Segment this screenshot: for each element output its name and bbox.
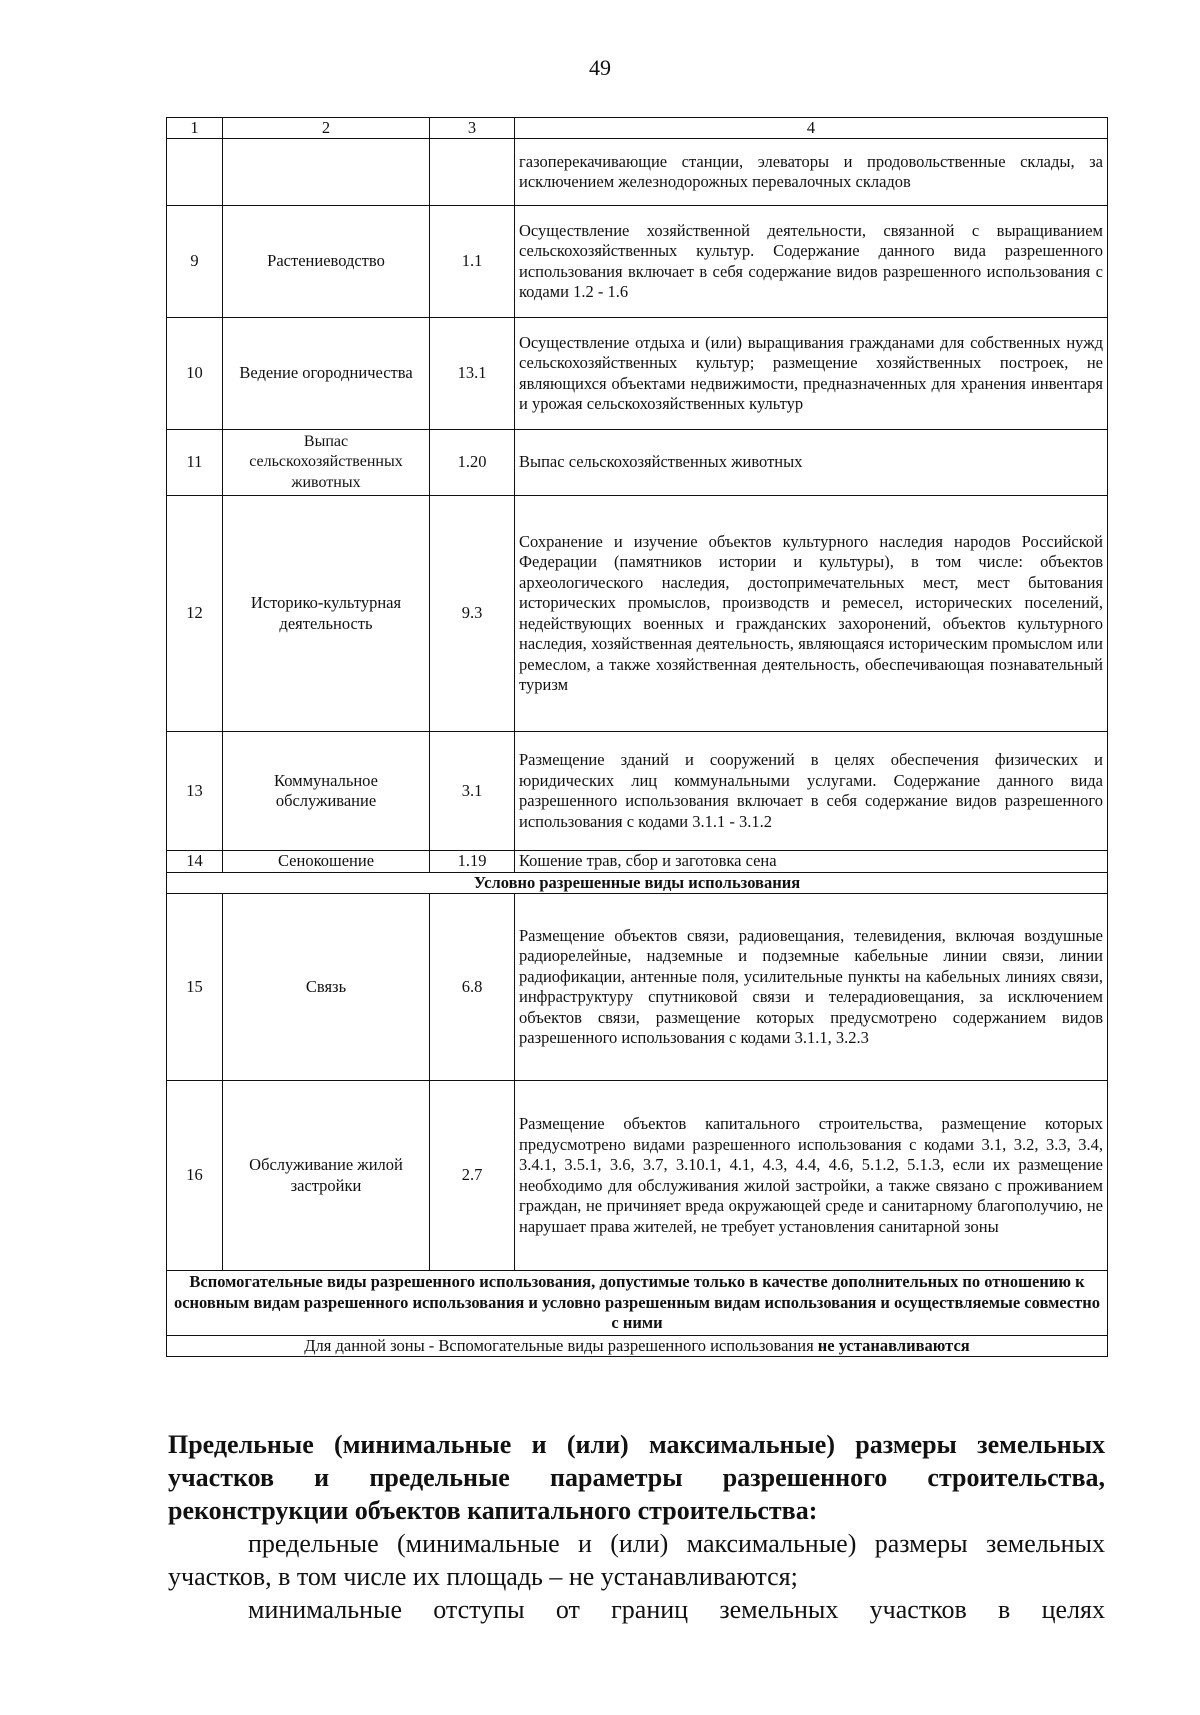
use-name: Растениеводство — [223, 206, 430, 318]
use-code: 13.1 — [430, 318, 515, 430]
note-emphasis: не устанавливаются — [817, 1336, 970, 1355]
auxiliary-note — [167, 1336, 1108, 1357]
use-name: Обслуживание жилой застройки — [223, 1081, 430, 1271]
header-col-2: 2 — [223, 118, 430, 139]
table-row — [167, 496, 1108, 732]
use-code: 1.1 — [430, 206, 515, 318]
use-code: 9.3 — [430, 496, 515, 732]
table-row — [167, 206, 1108, 318]
note-row — [167, 1336, 1108, 1357]
table-row — [167, 732, 1108, 851]
use-code: 1.20 — [430, 430, 515, 496]
land-use-table — [166, 117, 1108, 1357]
row-number: 12 — [167, 496, 223, 732]
section-row-conditional — [167, 872, 1108, 894]
use-name: Связь — [223, 894, 430, 1081]
use-name — [223, 139, 430, 206]
table-row — [167, 139, 1108, 206]
parameters-heading: Предельные (минимальные и (или) максимальные) размеры земельных участков и предельные параметры разрешенного строительства, реконструкции объектов капитального строительства: — [168, 1430, 1105, 1525]
parameters-section — [168, 1428, 1105, 1626]
use-description: Размещение объектов связи, радиовещания, телевидения, включая воздушные радиорелейные, надземные и подземные кабельные линии связи, линии радиофикации, антенные поля, усилительные пункты на кабельных линиях связи, инфраструктуру спутниковой связи и телерадиовещания, за исключением объектов связи, размещение которых предусмотрено содержанием видов разрешенного использования с кодами 3.1.1, 3.2.3 — [515, 894, 1108, 1081]
table-header-row — [167, 118, 1108, 139]
row-number: 14 — [167, 851, 223, 873]
use-description: Кошение трав, сбор и заготовка сена — [515, 851, 1108, 873]
use-description: Осуществление отдыха и (или) выращивания гражданами для собственных нужд сельскохозяйственных культур; размещение хозяйственных построек, не являющихся объектами недвижимости, предназначенных для хранения инвентаря и урожая сельскохозяйственных культур — [515, 318, 1108, 430]
use-code: 6.8 — [430, 894, 515, 1081]
use-description: Выпас сельскохозяйственных животных — [515, 430, 1108, 496]
header-col-1: 1 — [167, 118, 223, 139]
header-col-4: 4 — [515, 118, 1108, 139]
use-name: Историко-культурная деятельность — [223, 496, 430, 732]
page-number: 49 — [589, 55, 611, 80]
use-description: Размещение объектов капитального строительства, размещение которых предусмотрено видами разрешенного использования с кодами 3.1, 3.2, 3.3, 3.4, 3.4.1, 3.5.1, 3.6, 3.7, 3.10.1, 4.1, 4.3, 4.4, 4.6, 5.1.2, 5.1.3, если их размещение необходимо для обслуживания жилой застройки, а также связано с проживанием граждан, не причиняет вреда окружающей среде и санитарному благополучию, не нарушает права жителей, не требует установления санитарной зоны — [515, 1081, 1108, 1271]
note-text: Для данной зоны - Вспомогательные виды разрешенного использования — [304, 1336, 818, 1355]
paragraph-setbacks: минимальные отступы от границ земельных участков в целях — [248, 1595, 1105, 1624]
row-number: 11 — [167, 430, 223, 496]
paragraph-plot-sizes: предельные (минимальные и (или) максимальные) размеры земельных участков, в том числе их площадь – не устанавливаются; — [168, 1529, 1105, 1591]
row-number: 15 — [167, 894, 223, 1081]
row-number: 10 — [167, 318, 223, 430]
table-row — [167, 1081, 1108, 1271]
use-code — [430, 139, 515, 206]
row-number — [167, 139, 223, 206]
use-description: Размещение зданий и сооружений в целях обеспечения физических и юридических лиц коммунальными услугами. Содержание данного вида разрешенного использования включает в себя содержание видов разрешенного использования с кодами 3.1.1 - 3.1.2 — [515, 732, 1108, 851]
header-col-3: 3 — [430, 118, 515, 139]
table-row — [167, 851, 1108, 873]
section-title-conditional: Условно разрешенные виды использования — [167, 872, 1108, 894]
use-name: Сенокошение — [223, 851, 430, 873]
row-number: 9 — [167, 206, 223, 318]
row-number: 13 — [167, 732, 223, 851]
use-code: 1.19 — [430, 851, 515, 873]
use-name: Коммунальное обслуживание — [223, 732, 430, 851]
row-number: 16 — [167, 1081, 223, 1271]
table-row — [167, 430, 1108, 496]
table-row — [167, 894, 1108, 1081]
use-code: 3.1 — [430, 732, 515, 851]
use-description: Осуществление хозяйственной деятельности, связанной с выращиванием сельскохозяйственных культур. Содержание данного вида разрешенного использования включает в себя содержание видов разрешенного использования с кодами 1.2 - 1.6 — [515, 206, 1108, 318]
use-description: Сохранение и изучение объектов культурного наследия народов Российской Федерации (памятников истории и культуры), в том числе: объектов археологического наследия, достопримечательных мест, мест бытования исторических промыслов, производств и ремесел, исторических поселений, недействующих военных и гражданских захоронений, объектов культурного наследия, хозяйственная деятельность, являющаяся историческим промыслом или ремеслом, а также хозяйственная деятельность, обеспечивающая познавательный туризм — [515, 496, 1108, 732]
use-description: газоперекачивающие станции, элеваторы и продовольственные склады, за исключением железнодорожных перевалочных складов — [515, 139, 1108, 206]
use-name: Ведение огородничества — [223, 318, 430, 430]
section-row-auxiliary — [167, 1271, 1108, 1336]
section-title-auxiliary: Вспомогательные виды разрешенного использования, допустимые только в качестве дополнительных по отношению к основным видам разрешенного использования и условно разрешенным видам использования и осуществляемые совместно с ними — [167, 1271, 1108, 1336]
use-name: Выпас сельскохозяйственных животных — [223, 430, 430, 496]
table-row — [167, 318, 1108, 430]
use-code: 2.7 — [430, 1081, 515, 1271]
